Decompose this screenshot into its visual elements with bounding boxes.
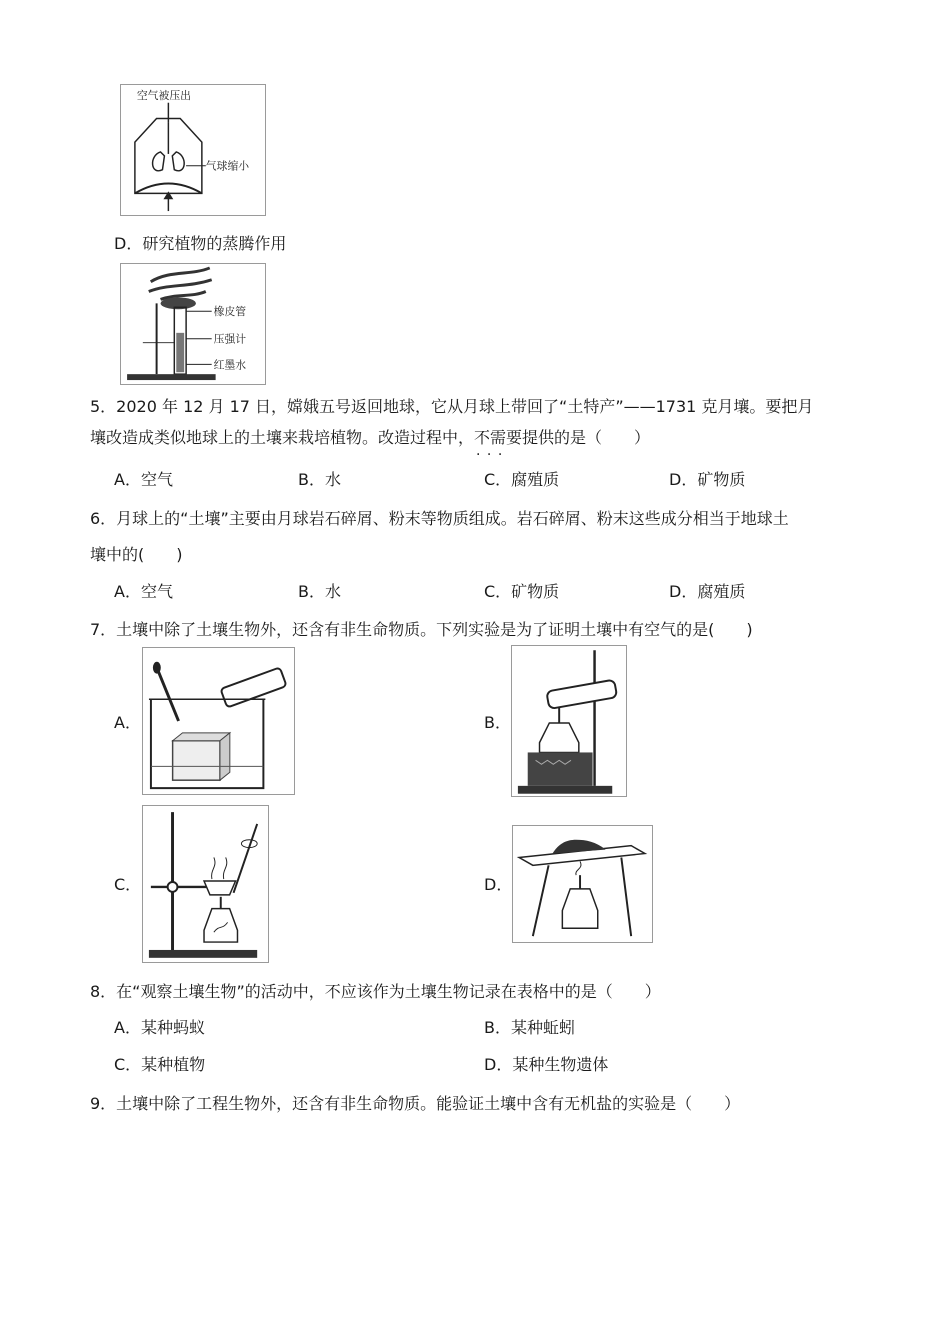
q7-option-b-label: B． xyxy=(484,713,511,732)
q8-stem: 8．在“观察土壤生物”的活动中，不应该作为土壤生物记录在表格中的是（ ） xyxy=(90,982,661,1001)
q5-option-b: B．水 xyxy=(298,470,341,489)
q5-option-a: A．空气 xyxy=(114,470,173,489)
q6-option-a: A．空气 xyxy=(114,582,173,601)
q7-figure-a-beaker xyxy=(142,647,295,795)
figure-label-balloon-shrink: 气球缩小 xyxy=(205,159,250,173)
q7-option-a-label: A． xyxy=(114,713,141,732)
q7-option-c-label: C． xyxy=(114,875,142,894)
breathing-model-figure xyxy=(120,84,266,216)
q5-stem-post: 提供的是（ ） xyxy=(522,428,651,447)
q5-stem-line2 xyxy=(90,427,650,449)
figure-label-rubber-tube: 橡皮管 xyxy=(213,305,247,319)
q6-option-d: D．腐殖质 xyxy=(669,582,746,601)
transpiration-figure xyxy=(120,263,266,385)
q6-stem-line1: 6．月球上的“土壤”主要由月球岩石碎屑、粉末等物质组成。岩石碎屑、粉末这些成分相当于地球土 xyxy=(90,509,789,528)
q8-option-d: D．某种生物遗体 xyxy=(484,1055,609,1074)
q5-option-d: D．矿物质 xyxy=(669,470,746,489)
figure-label-red-ink: 红墨水 xyxy=(213,358,247,372)
q6-option-c: C．矿物质 xyxy=(484,582,560,601)
q7-figure-b-test-tube-heating xyxy=(511,645,627,797)
figure-label-air-pushed-out: 空气被压出 xyxy=(136,88,192,102)
q5-emphasis: 不需要 · · · xyxy=(474,427,522,449)
q5-stem-pre: 壤改造成类似地球上的土壤来栽培植物。改造过程中， xyxy=(90,428,475,447)
q7-option-d-label: D． xyxy=(484,875,513,894)
q9-stem: 9．土壤中除了工程生物外，还含有非生命物质。能验证土壤中含有无机盐的实验是（ ） xyxy=(90,1094,741,1113)
figure-label-pressure-gauge: 压强计 xyxy=(213,332,247,346)
q8-option-a: A．某种蚂蚁 xyxy=(114,1018,205,1037)
q8-option-c: C．某种植物 xyxy=(114,1055,206,1074)
q5-option-c: C．腐殖质 xyxy=(484,470,560,489)
q5-stem-line1: 5．2020 年 12 月 17 日，嫦娥五号返回地球，它从月球上带回了“土特产”——1731 克月壤。要把月 xyxy=(90,397,814,416)
q7-figure-d-soil-on-plate xyxy=(512,825,653,943)
q4-option-d: D．研究植物的蒸腾作用 xyxy=(114,234,287,253)
q6-stem-line2: 壤中的( ) xyxy=(90,545,183,564)
q7-stem: 7．土壤中除了土壤生物外，还含有非生命物质。下列实验是为了证明土壤中有空气的是( ) xyxy=(90,620,753,639)
q8-option-b: B．某种蚯蚓 xyxy=(484,1018,575,1037)
q6-option-b: B．水 xyxy=(298,582,341,601)
q7-figure-c-soil-burning xyxy=(142,805,269,963)
